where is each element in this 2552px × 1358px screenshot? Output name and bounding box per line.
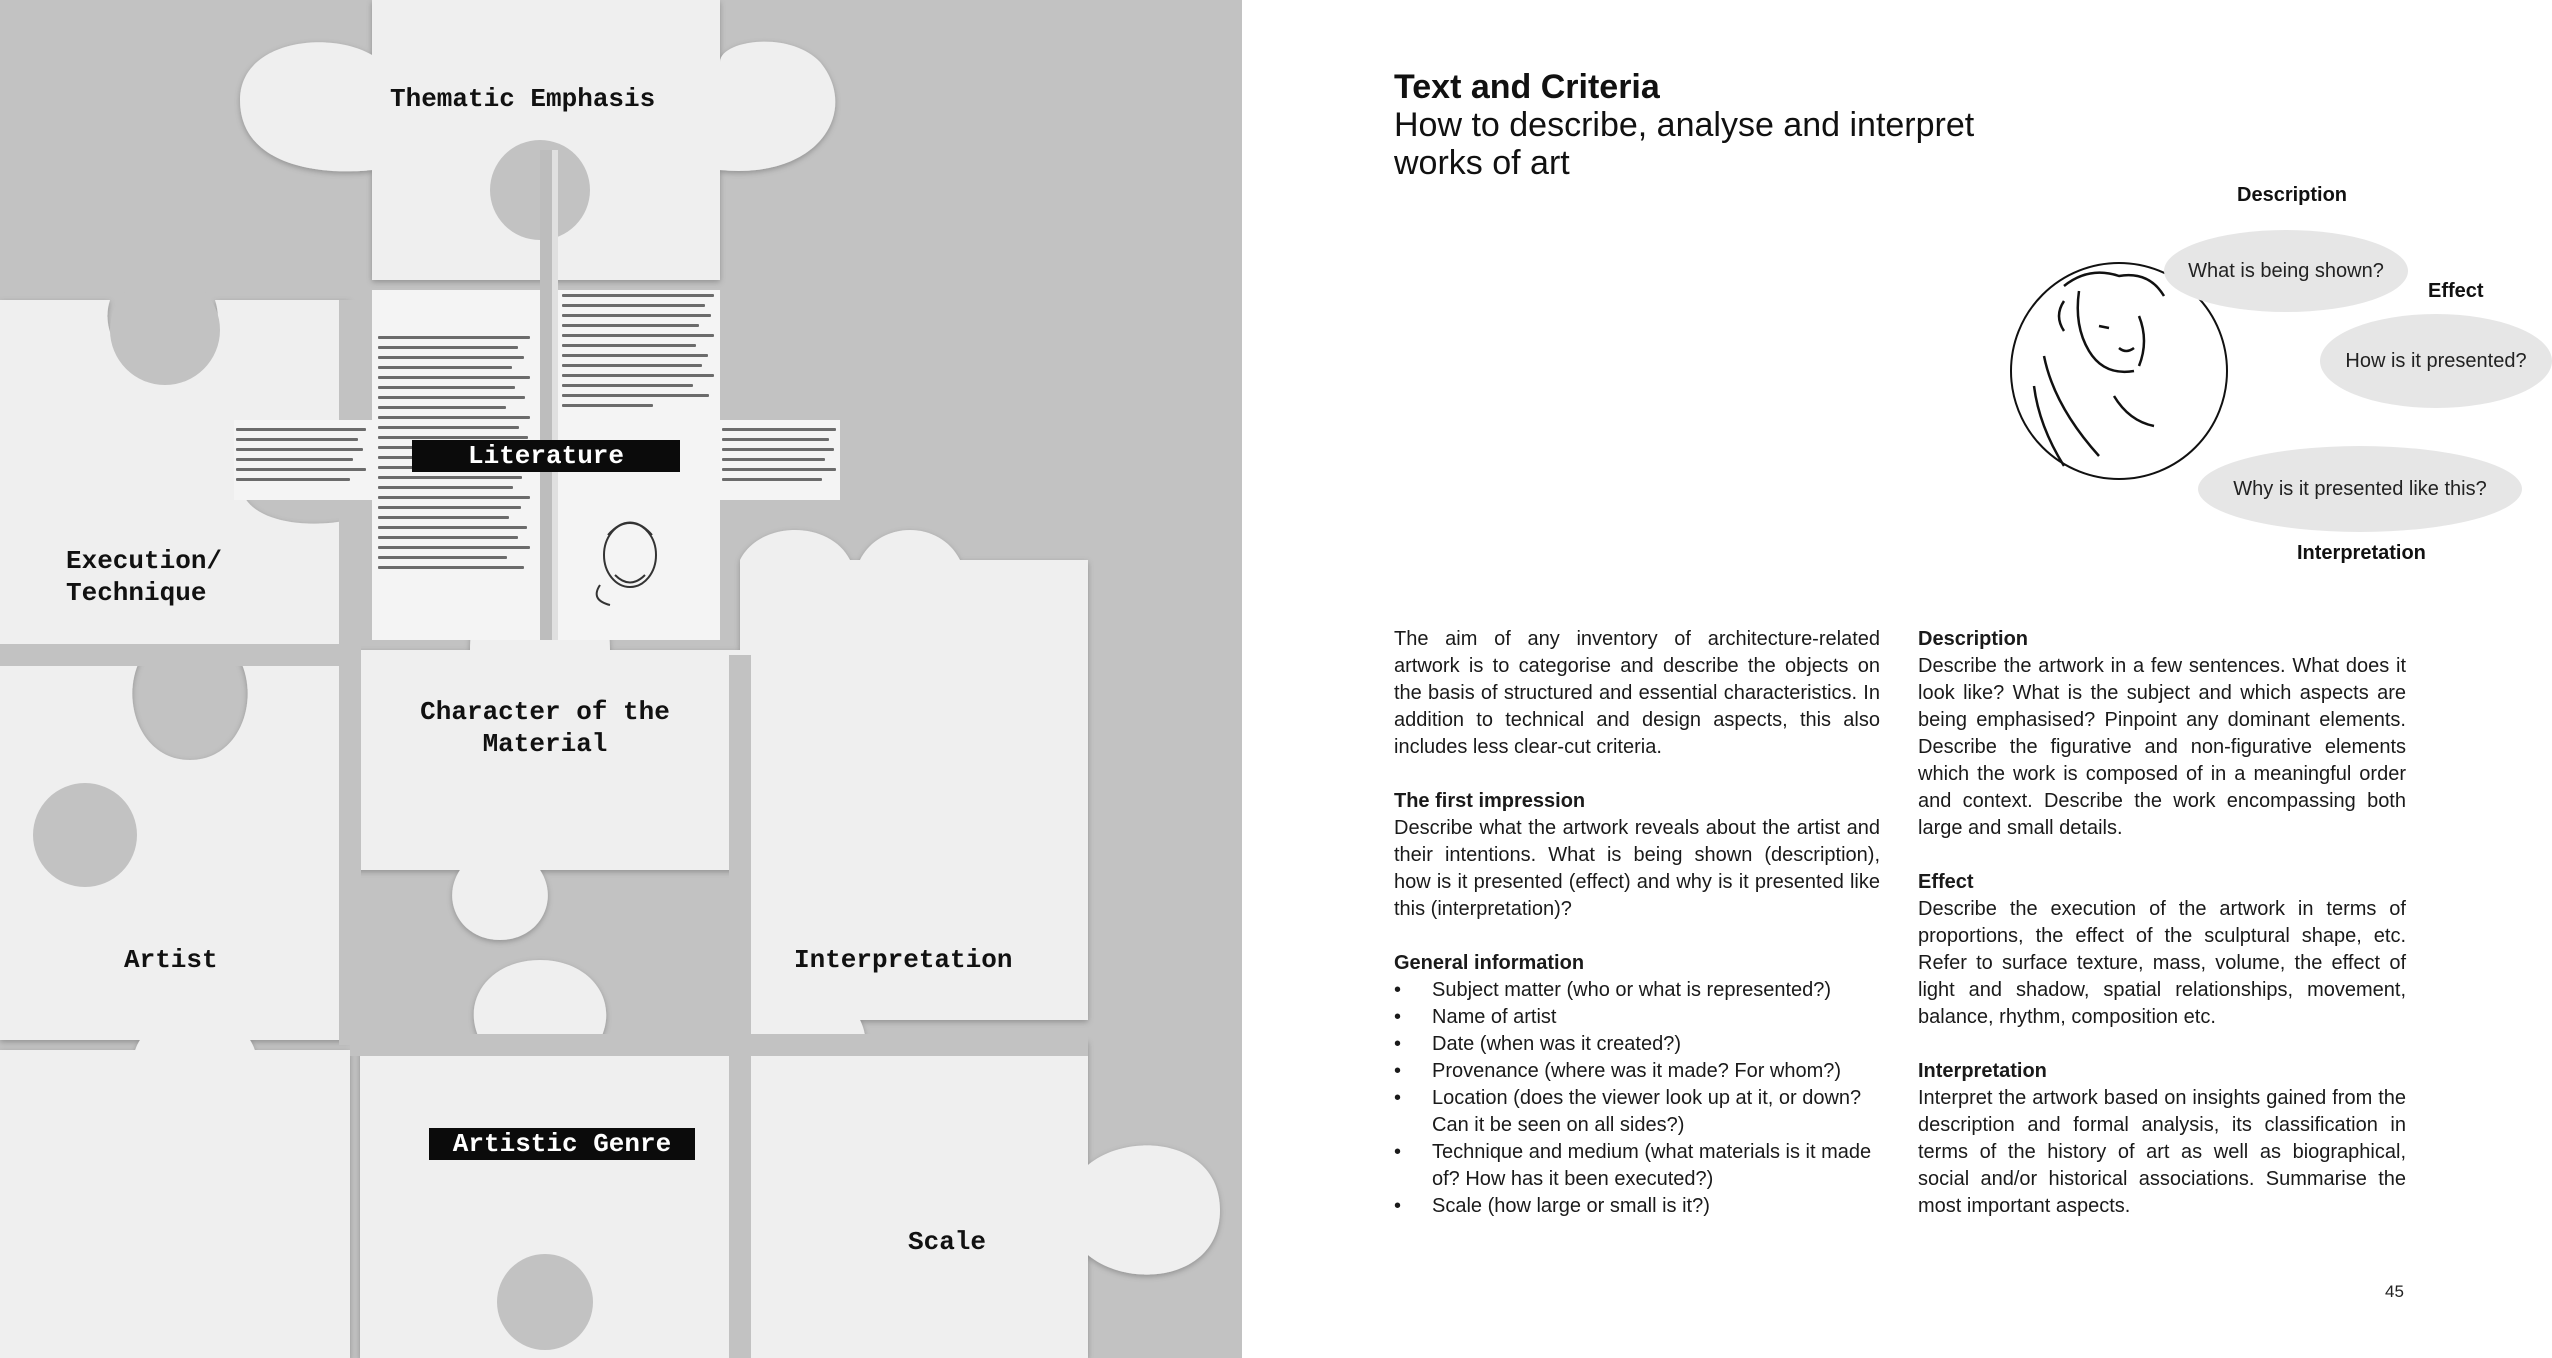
effect-body: Describe the execution of the artwork in terms of proportions, the effect of the sculptural shape, etc. Refer to surface texture, mass, volume, the effect of light and shadow, spatial relationships, movement, balance, rhythm, composition etc. — [1918, 898, 2406, 1028]
puzzle-hole-text-right — [722, 428, 836, 488]
label-scale: Scale — [908, 1227, 987, 1257]
list-item: • Provenance (where was it made? For whom?) — [1394, 1058, 1880, 1085]
label-interpretation: Interpretation — [794, 945, 1013, 975]
diagram-label-interpretation: Interpretation — [2297, 542, 2426, 564]
list-item: • Scale (how large or small is it?) — [1394, 1193, 1880, 1220]
page-title: Text and Criteria — [1394, 68, 1660, 106]
label-artistic-genre: Artistic Genre — [429, 1128, 695, 1160]
label-literature: Literature — [412, 440, 680, 472]
interpretation-heading: Interpretation — [1918, 1060, 2047, 1082]
description-heading: Description — [1918, 628, 2029, 650]
puzzle-illustration — [0, 0, 1242, 1358]
first-impression-section — [1394, 788, 1880, 923]
diagram-label-effect: Effect — [2428, 280, 2484, 302]
label-character-of-the-material: Character of the Material — [420, 697, 670, 759]
book-page-right-text — [562, 294, 714, 414]
label-artist: Artist — [124, 945, 218, 975]
text-column-right — [1918, 626, 2406, 1220]
text-column-left — [1394, 626, 1880, 1220]
description-section — [1918, 626, 2406, 842]
interpretation-body: Interpret the artwork based on insights gained from the description and formal analysis, its classification in terms of the history of art as well as biographical, social and/or historical associations. Summarise the most important aspects. — [1918, 1087, 2406, 1217]
text-page — [1242, 0, 2527, 1358]
list-item: • Date (when was it created?) — [1394, 1031, 1880, 1058]
criteria-diagram — [1914, 176, 2527, 586]
first-impression-heading: The first impression — [1394, 790, 1586, 812]
first-impression-body: Describe what the artwork reveals about the artist and their intentions. What is being shown (description), how is it presented (effect) and why is it presented like this (interpretation)? — [1394, 817, 1880, 920]
effect-heading: Effect — [1918, 871, 1974, 893]
general-information-heading: General information — [1394, 952, 1585, 974]
list-item: • Name of artist — [1394, 1004, 1880, 1031]
effect-section — [1918, 869, 2406, 1031]
interpretation-section — [1918, 1058, 2406, 1220]
bubble-how-presented: How is it presented? — [2320, 314, 2552, 408]
page-subtitle: How to describe, analyse and interpret works of art — [1394, 106, 1975, 182]
diagram-label-description: Description — [2237, 184, 2348, 206]
intro-paragraph: The aim of any inventory of architecture-related artwork is to categorise and describe the objects on the basis of structured and essential characteristics. In addition to technical and design aspects, this also includes less clear-cut criteria. — [1394, 628, 1880, 758]
description-body: Describe the artwork in a few sentences. What does it look like? What is the subject and which aspects are being emphasised? Pinpoint any dominant elements. Describe the figurative and non-figurative elements which the work is composed of in a meaningful order and context. Describe the work encompassing both large and small details. — [1918, 655, 2406, 839]
list-item: • Location (does the viewer look up at it, or down? Can it be seen on all sides?) — [1394, 1085, 1880, 1139]
general-information-list — [1394, 977, 1880, 1220]
bubble-why-presented: Why is it presented like this? — [2198, 446, 2522, 532]
list-item: • Subject matter (who or what is represented?) — [1394, 977, 1880, 1004]
general-information-section — [1394, 950, 1880, 1220]
list-item: • Technique and medium (what materials is it made of? How has it been executed?) — [1394, 1139, 1880, 1193]
bubble-what-is-shown: What is being shown? — [2164, 230, 2408, 312]
label-thematic-emphasis: Thematic Emphasis — [390, 84, 656, 114]
page-number: 45 — [2385, 1282, 2404, 1301]
label-execution-technique: Execution/ Technique — [66, 546, 223, 608]
page-heading — [1394, 68, 2014, 182]
puzzle-hole-text-left — [236, 428, 366, 488]
